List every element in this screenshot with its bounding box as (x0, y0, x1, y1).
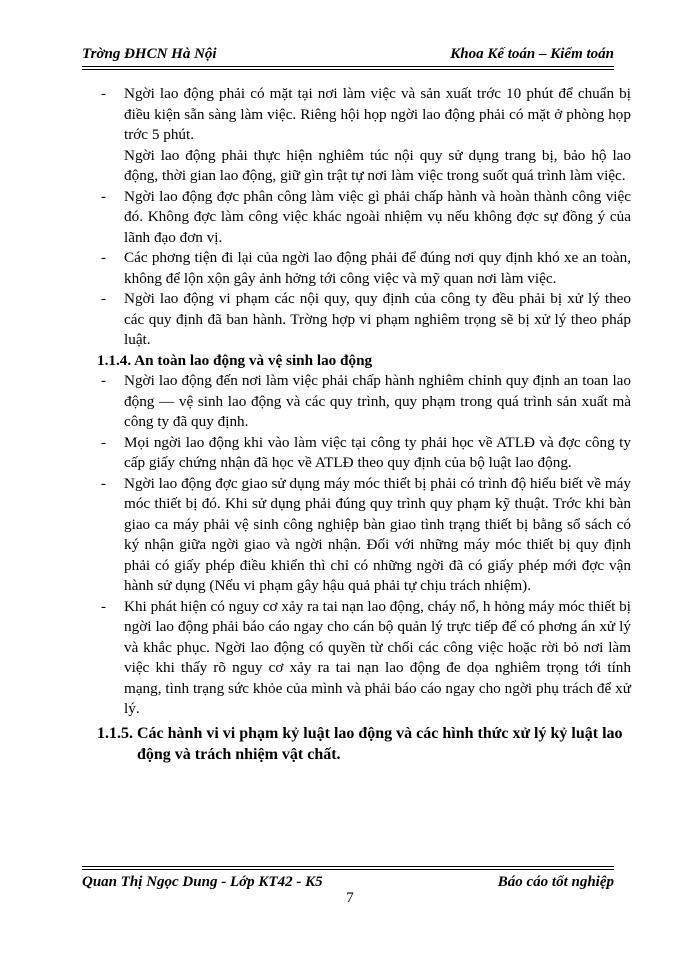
section-title: Các hành vi vi phạm kỷ luật lao động và các hình thức xử lý kỷ luật lao động và trách nhiệm vật chất. (137, 724, 623, 763)
header-rule-thin (82, 69, 614, 70)
list-item: - Mọi ngời lao động khi vào làm việc tại công ty phải học về ATLĐ và đợc công ty cấp giấy chứng nhận đã học về ATLĐ theo quy định của bộ luật lao động. (101, 433, 631, 471)
page-number: 7 (346, 890, 354, 906)
section-heading-2 (97, 723, 631, 765)
document-body (97, 84, 631, 765)
paragraph: Ngời lao động phải thực hiện nghiêm túc nội quy sử dụng trang bị, bảo hộ lao động, thời gian lao động, giữ gìn trật tự nơi làm việc trong suốt quá trình làm việc. (124, 146, 631, 184)
footer-author: Quan Thị Ngọc Dung - Lớp KT42 - K5 (82, 874, 323, 890)
section-heading: 1.1.4. An toàn lao động và vệ sinh lao động (97, 351, 373, 369)
page-header (82, 46, 614, 68)
list-item: - Ngời lao động đợc phân công làm việc gì phải chấp hành và hoàn thành công việc đó. Không đợc làm công việc khác ngoài nhiệm vụ nếu không đợc sự đồng ý của lãnh đạo đơn vị. (101, 187, 631, 246)
section-number: 1.1.5. (97, 724, 133, 742)
footer-report: Báo cáo tốt nghiệp (497, 874, 614, 890)
list-item: - Các phơng tiện đi lại của ngời lao động phải để đúng nơi quy định khó xe an toàn, không để lộn xộn gây ảnh hởng tới công việc và mỹ quan nơi làm việc. (101, 249, 631, 287)
list-item: - Ngời lao động phải có mặt tại nơi làm việc và sản xuất trớc 10 phút để chuẩn bị điều kiện sẵn sàng làm việc. Riêng hội họp ngời lao động phải có mặt ở phòng họp trớc 5 phút. (101, 85, 631, 143)
header-rule (82, 66, 614, 67)
list-item: - Ngời lao động đợc giao sử dụng máy móc thiết bị phải có trình độ hiểu biết về máy móc thiết bị đó. Khi sử dụng phải đúng quy trình quy phạm kỹ thuật. Trớc khi bàn giao ca máy phải vệ sinh công nghiệp bàn giao tình trạng thiết bị bằng sổ sách có ký nhận giữa ngời giao và ngời nhận. Đối với những máy móc thiết bị quy định phải có giấy phép điều khiển thì chỉ có những ngời đã có giấy phép mới đợc vận hành sử dụng (Nếu vi phạm gây hậu quả phải tự chịu trách nhiệm). (101, 474, 631, 594)
list-item: - Ngời lao động đến nơi làm việc phải chấp hành nghiêm chỉnh quy định an toan lao động — vệ sinh lao động và các quy trình, quy phạm trong quá trình sản xuất mà công ty đã quy định. (101, 372, 631, 430)
list-item: - Khi phát hiện có nguy cơ xảy ra tai nạn lao động, cháy nổ, h hỏng máy móc thiết bị ngời lao động phải báo cáo ngay cho cán bộ quản lý trực tiếp để có phơng án xử lý và khắc phục. Ngời lao động có quyền từ chối các công việc hoặc rời bỏ nơi làm việc khi thấy rõ nguy cơ xảy ra tai nạn lao động đe dọa nghiêm trọng tới tính mạng, tình trạng sức khỏe của mình và phải báo cáo ngay cho ngời phụ trách để xử lý. (101, 597, 631, 717)
list-item: - Ngời lao động vi phạm các nội quy, quy định của công ty đều phải bị xử lý theo các quy định đã ban hành. Trờng hợp vi phạm nghiêm trọng sẽ bị xử lý theo pháp luật. (101, 290, 631, 348)
header-school: Trờng ĐHCN Hà Nội (82, 46, 217, 62)
footer-rule-thin (82, 866, 614, 867)
footer-rule (82, 869, 614, 870)
header-faculty: Khoa Kế toán – Kiểm toán (450, 46, 614, 62)
